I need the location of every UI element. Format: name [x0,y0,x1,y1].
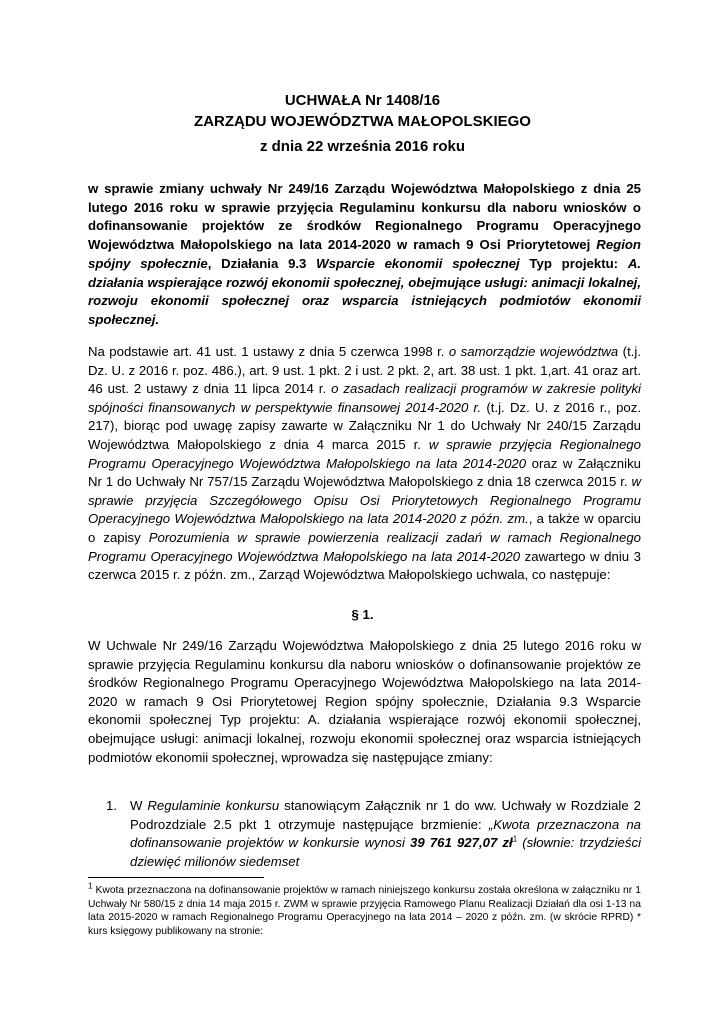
subject-italic-2: Wsparcie ekonomii społecznej [316,255,520,271]
item-quote-2: (słownie: trzydzieści dziewięć milionów siedemset [130,835,642,869]
subject-text-1: w sprawie zmiany uchwały Nr 249/16 Zarządu Województwa Małopolskiego z dnia 25 lutego 2016 roku w sprawie przyjęcia Regulaminu konkursu dla naboru wniosków o dofinansowanie projektów ze środków Regionalnego Programu Operacyjnego Województwa Małopolskiego na lata 2014-2020 w ramach 9 Osi Priorytetowej [88,181,641,253]
footnote-divider [88,877,264,878]
section-text: W Uchwale Nr 249/16 Zarządu Województwa Małopolskiego z dnia 25 lutego 2016 roku w sprawie przyjęcia Regulaminu konkursu dla naboru wniosków o dofinansowanie projektów ze środków Regionalnego Programu Operacyjnego Województwa Małopolskiego na lata 2014-2020 w ramach 9 Osi Priorytetowej Region spójny społecznie, Działania 9.3 Wsparcie ekonomii społecznej Typ projektu: A. działania wspierające rozwój ekonomii społecznej, obejmujące usługi: animacji lokalnej, rozwoju ekonomii społecznej oraz wsparcia istniejących podmiotów ekonomii społecznej, wprowadza się następujące zmiany: [88,638,641,765]
item-text-2: stanowiącym Załącznik nr 1 do ww. Uchwały w Rozdziale 2 Podrozdziale 2.5 pkt 1 otrzymuje następujące brzmienie: [130,798,641,832]
preamble-text-1: Na podstawie art. 41 ust. 1 ustawy z dnia 5 czerwca 1998 r. [88,344,449,359]
subject-italic-1: Region spójny społecznie [88,237,641,271]
preamble-italic-1: o samorządzie województwa [448,344,619,359]
subject-text-2: , Działania 9.3 [207,255,317,271]
section-heading: § 1. [351,607,374,622]
preamble-italic-4: w sprawie przyjęcia Szczegółowego Opisu Osi Priorytetowych Regionalnego Programu Operacyjnego Województwa Małopolskiego na lata 2014-2020 z późn. zm. [88,474,641,527]
preamble-text-5: , a także w oparciu o zapisy [88,511,641,545]
footnote-ref[interactable]: 1 [512,834,518,844]
subject-italic-3: A. działania wspierające rozwój ekonomii społecznej, obejmujące usługi: animacji lokalnej, rozwoju ekonomii społecznej oraz wsparcia istniejących podmiotów ekonomii społecznej. [88,255,642,327]
amount: 39 761 927,07 zł [410,835,513,851]
footnote [88,881,641,938]
footnote-text: Kwota przeznaczona na dofinansowanie projektów w ramach niniejszego konkursu została określona w załączniku nr 1 Uchwały Nr 580/15 z dnia 14 maja 2015 r. ZWM w sprawie przyjęcia Ramowego Planu Realizacji Działań dla osi 1-13 na lata 2015-2020 w ramach Regionalnego Programu Operacyjnego na lata 2014 – 2020 z późn. zm. (w skrócie RPRD) * kurs księgowy publikowany na stronie: [88,885,641,937]
preamble-italic-5: Porozumienia w sprawie powierzenia realizacji zadań w ramach Regionalnego Programu Operacyjnego Województwa Małopolskiego na lata 2014-2020 [88,529,642,564]
preamble-italic-2: o zasadach realizacji programów w zakresie polityki spójności finansowanych w perspektywie finansowej 2014-2020 r. [88,381,641,415]
footnote-mark: 1 [88,881,93,891]
list-item [130,797,641,871]
preamble-text-3: (t.j. Dz. U. z 2016 r., poz. 217), biorąc pod uwagę zapisy zawarte w Załączniku Nr 1 do Uchwały Nr 240/15 Zarządu Województwa Małopolskiego z dnia 4 marca 2015 r. [88,399,641,452]
item-quote-1: „Kwota przeznaczona na dofinansowanie projektów w konkursie wynosi [130,816,641,851]
item-italic-1: Regulaminie konkursu [147,798,280,813]
preamble-text-4: oraz w Załączniku Nr 1 do Uchwały Nr 757/15 Zarządu Województwa Małopolskiego z dnia 18 czerwca 2015 r. [88,455,641,490]
preamble-text-6: zawartego w dniu 3 czerwca 2015 r. z późn. zm., Zarząd Województwa Małopolskiego uchwala, co następuje: [88,548,641,583]
subject-text-3: Typ projektu: [519,255,628,271]
preamble-italic-3: w sprawie przyjęcia Regionalnego Programu Operacyjnego Województwa Małopolskiego na lata 2014-2020 [88,436,641,471]
preamble [88,343,641,585]
list-item-number: 1. [106,798,117,813]
resolution-date: z dnia 22 września 2016 roku [259,138,466,155]
preamble-text-2: (t.j. Dz. U. z 2016 r. poz. 486.), art. 9 ust. 1 pkt. 2 i ust. 2 pkt. 2, art. 38 ust. 1 pkt. 1,art. 41 oraz art. 46 ust. 2 ustawy z dnia 11 lipca 2014 r. [88,344,641,397]
issuing-body: ZARZĄDU WOJEWÓDZTWA MAŁOPOLSKIEGO [194,113,531,130]
resolution-number: UCHWAŁA Nr 1408/16 [284,92,441,109]
item-text-1: W [130,798,148,813]
resolution-subject [88,180,641,330]
